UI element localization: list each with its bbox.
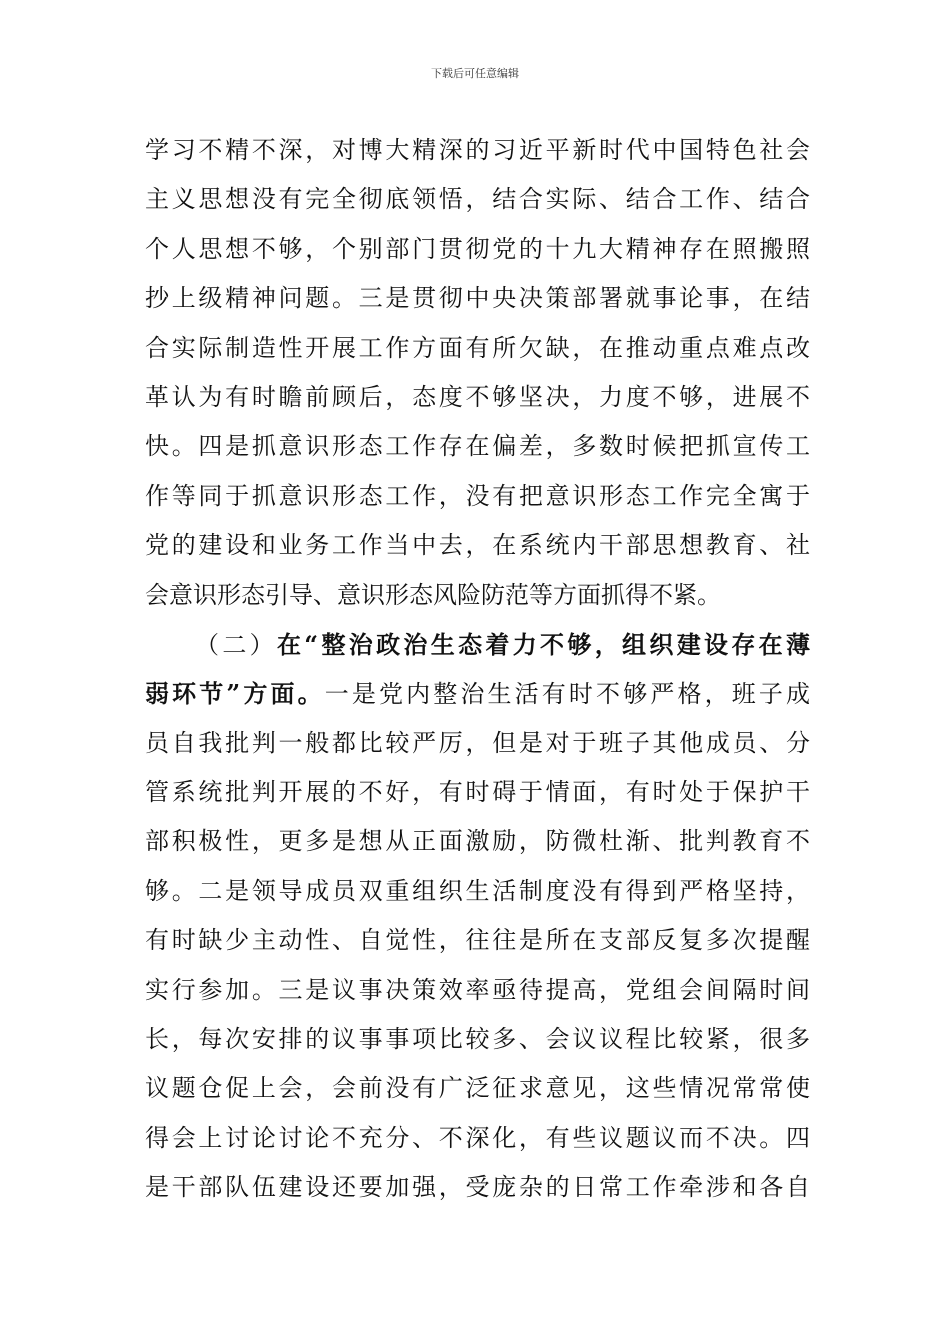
section-heading-bold-end: 弱环节”方面。: [145, 679, 325, 709]
text-line: 员自我批判一般都比较严厉，但是对于班子其他成员、分: [145, 728, 810, 757]
document-body: [145, 126, 810, 1213]
text-line: 抄上级精神问题。三是贯彻中央决策部署就事论事，在结: [145, 284, 810, 313]
text-line: 作等同于抓意识形态工作，没有把意识形态工作完全寓于: [145, 481, 810, 510]
section-text-start: 一是党内整治生活有时不够严格，班子成: [324, 680, 810, 709]
text-line: 部积极性，更多是想从正面激励，防微杜渐、批判教育不: [145, 827, 810, 856]
text-line: 党的建设和业务工作当中去，在系统内干部思想教育、社: [145, 531, 810, 560]
section-heading-line-2: [145, 669, 810, 718]
text-line: 个人思想不够，个别部门贯彻党的十九大精神存在照搬照: [145, 234, 810, 263]
text-line: 实行参加。三是议事决策效率亟待提高，党组会间隔时间: [145, 975, 810, 1004]
text-line: 管系统批判开展的不好，有时碍于情面，有时处于保护干: [145, 778, 810, 807]
text-line: 议题仓促上会，会前没有广泛征求意见，这些情况常常使: [145, 1074, 810, 1103]
section-heading-line: [145, 620, 810, 669]
page-header: 下载后可任意编辑: [431, 67, 519, 80]
paragraph-2: [145, 620, 810, 1213]
text-line: 长，每次安排的议事事项比较多、会议议程比较紧，很多: [145, 1025, 810, 1054]
paragraph-1: [145, 126, 810, 620]
text-line: 是干部队伍建设还要加强，受庞杂的日常工作牵涉和各自: [145, 1173, 810, 1202]
section-heading-bold: 在“整治政治生态着力不够，组织建设存在薄: [276, 629, 810, 659]
text-line: 够。二是领导成员双重组织生活制度没有得到严格坚持，: [145, 876, 810, 905]
text-line: 主义思想没有完全彻底领悟，结合实际、结合工作、结合: [145, 185, 810, 214]
text-line: 学习不精不深，对博大精深的习近平新时代中国特色社会: [145, 136, 810, 164]
text-line: 快。四是抓意识形态工作存在偏差，多数时候把抓宣传工: [145, 432, 810, 461]
section-number: （二）: [195, 630, 277, 659]
text-line: 得会上讨论讨论不充分、不深化，有些议题议而不决。四: [145, 1123, 810, 1152]
text-line: 合实际制造性开展工作方面有所欠缺，在推动重点难点改: [145, 333, 810, 362]
text-line: 会意识形态引导、意识形态风险防范等方面抓得不紧。: [145, 580, 721, 609]
text-line: 有时缺少主动性、自觉性，往往是所在支部反复多次提醒: [145, 926, 810, 955]
text-line: 革认为有时瞻前顾后，态度不够坚决，力度不够，进展不: [145, 382, 810, 411]
